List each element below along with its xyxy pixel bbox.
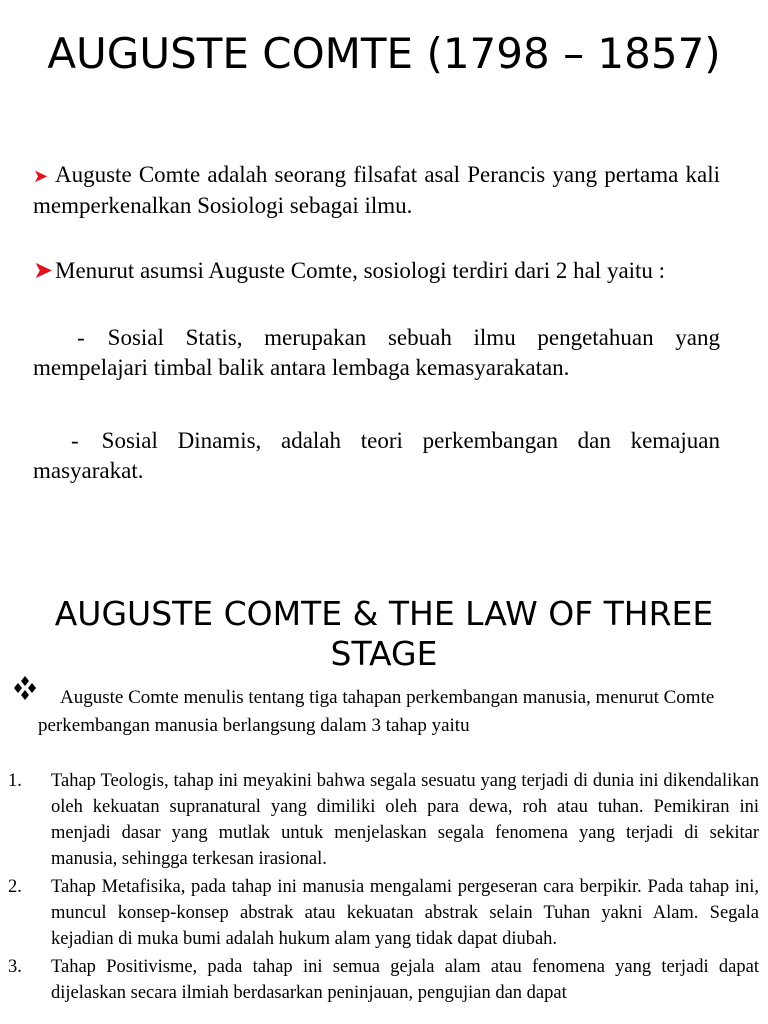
list-item [8, 768, 759, 872]
bullet-paragraph-2 [33, 256, 720, 286]
list-item-text: Tahap Positivisme, pada tahap ini semua gejala alam atau fenomena yang terjadi dapat dijelaskan secara ilmiah berdasarkan peninjauan, pengujian dan dapat [51, 957, 759, 1003]
list-number: 3. [8, 957, 22, 977]
arrowhead-icon: ➤ [33, 258, 54, 284]
list-item [8, 874, 759, 952]
list-number: 1. [8, 771, 22, 791]
bullet-text: Menurut asumsi Auguste Comte, sosiologi terdiri dari 2 hal yaitu : [55, 258, 666, 283]
sub-item-sosial-statis: - Sosial Statis, merupakan sebuah ilmu pengetahuan yang mempelajari timbal balik antara lembaga kemasyarakatan. [33, 325, 720, 380]
section-title: AUGUSTE COMTE & THE LAW OF THREE STAGE [54, 594, 714, 673]
arrowhead-icon: ➤ [33, 166, 49, 186]
sub-item-sosial-dinamis: - Sosial Dinamis, adalah teori perkembangan dan kemajuan masyarakat. [33, 428, 720, 483]
intro-paragraph: Auguste Comte menulis tentang tiga tahapan perkembangan manusia, menurut Comte perkembangan manusia berlangsung dalam 3 tahap yaitu [38, 687, 715, 736]
list-number: 2. [8, 877, 22, 897]
list-item [8, 954, 759, 1006]
page-title: AUGUSTE COMTE (1798 – 1857) [47, 29, 721, 78]
stages-list [8, 768, 759, 1008]
bullet-text: Auguste Comte adalah seorang filsafat asal Perancis yang pertama kali memperkenalkan Sosiologi sebagai ilmu. [33, 162, 720, 218]
list-item-text: Tahap Teologis, tahap ini meyakini bahwa segala sesuatu yang terjadi di dunia ini dikendalikan oleh kekuatan supranatural yang dimiliki oleh para dewa, roh atau tuhan. Pemikiran ini menjadi dasar yang mutlak untuk menjelaskan segala fenomena yang terjadi di sekitar manusia, sehingga terkesan irasional. [51, 771, 759, 869]
four-diamond-icon [12, 676, 38, 700]
bullet-paragraph-1 [33, 160, 720, 221]
list-item-text: Tahap Metafisika, pada tahap ini manusia mengalami pergeseran cara berpikir. Pada tahap ini, muncul konsep-konsep abstrak atau kekuatan abstrak selain Tuhan yakni Alam. Segala kejadian di muka bumi adalah hukum alam yang tidak dapat diubah. [51, 877, 759, 949]
